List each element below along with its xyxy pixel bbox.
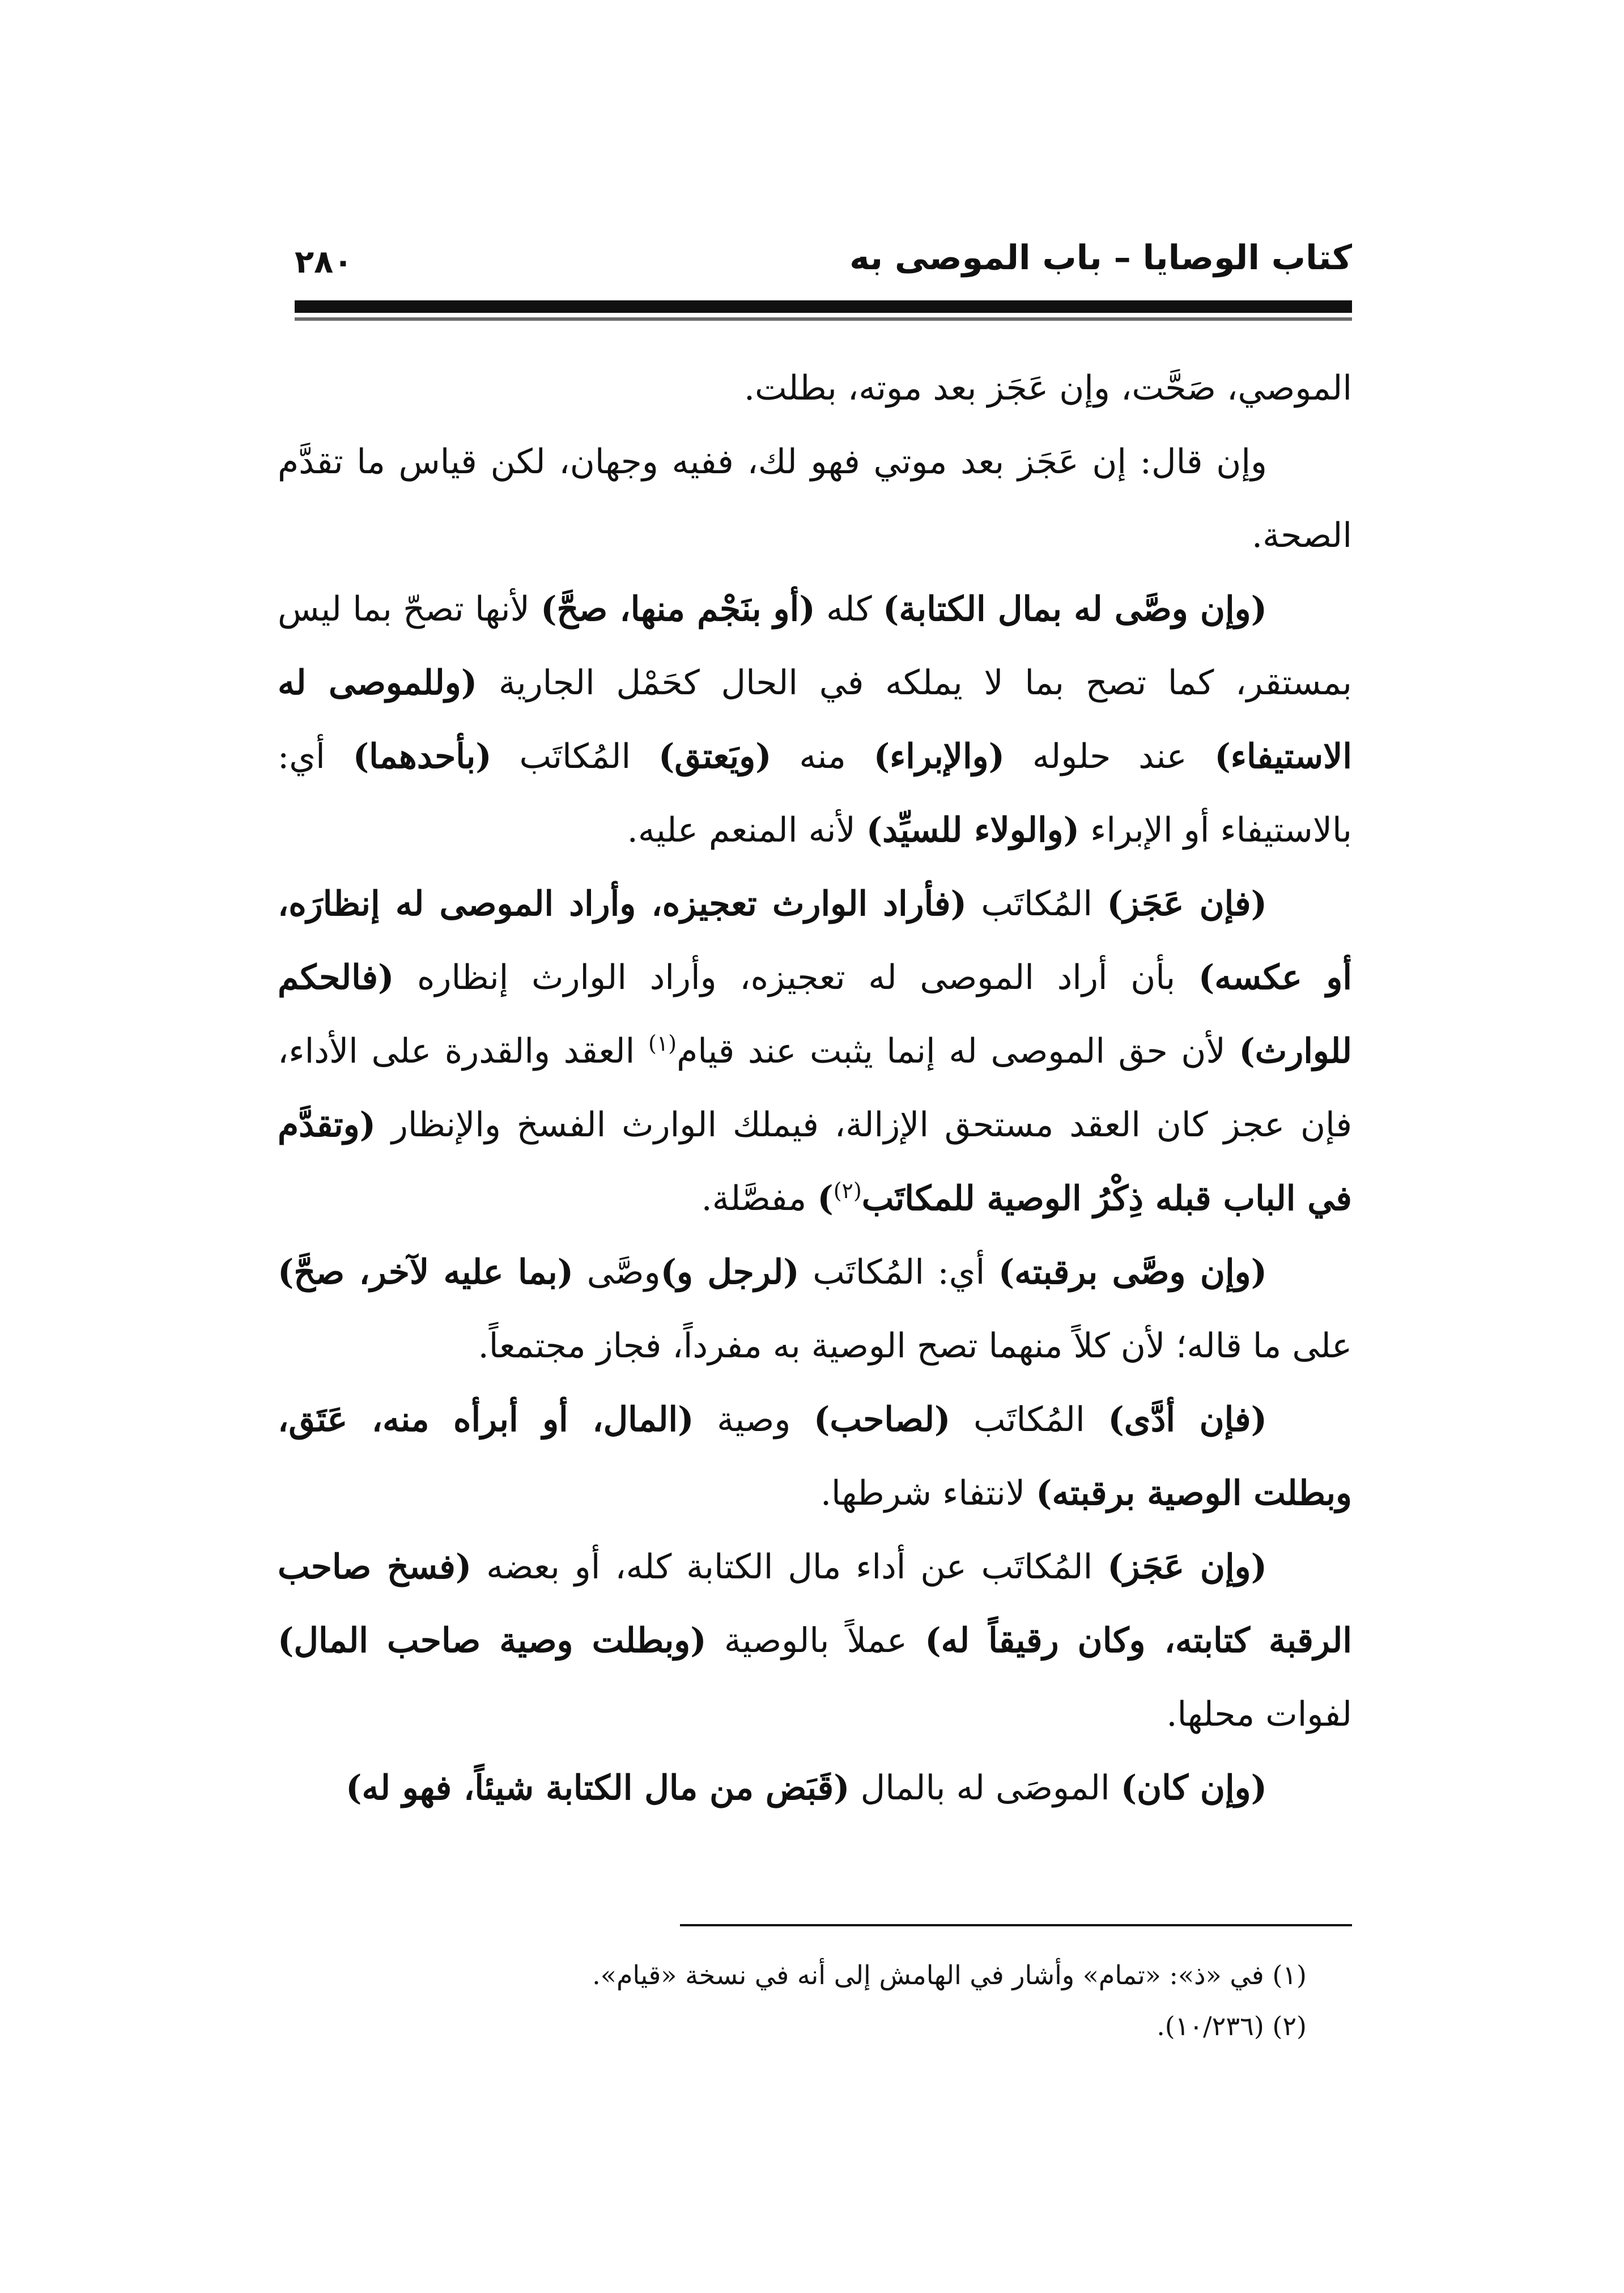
sharh-text: لأن حق الموصى له إنما يثبت عند قيام bbox=[677, 1031, 1239, 1071]
matn-text: (فإن عَجَز) bbox=[1107, 884, 1267, 924]
running-header bbox=[295, 238, 1352, 289]
sharh-text: عملاً بالوصية bbox=[706, 1621, 925, 1661]
paragraph bbox=[278, 351, 1352, 425]
sharh-text: عند حلوله bbox=[1005, 737, 1215, 776]
sharh-text: وصية bbox=[694, 1400, 814, 1440]
sharh-text: كله bbox=[815, 589, 883, 629]
matn-text: (فالحكم للوارث) bbox=[278, 958, 1353, 1071]
footnote-1: (١) في «ذ»: «تمام» وأشار في الهامش إلى أنه في نسخة «قيام». bbox=[592, 1960, 1307, 1990]
paragraph bbox=[278, 1383, 1352, 1530]
matn-text: (وتقدَّم في الباب قبله ذِكْرُ الوصية للمكاتَب bbox=[278, 1105, 1352, 1218]
sharh-text: منه bbox=[771, 737, 874, 776]
matn-text: (والإبراء) bbox=[873, 737, 1005, 776]
matn-text: (فأراد الوارث تعجيزه، وأراد الموصى له إنظارَه، أو عكسه) bbox=[278, 884, 1352, 997]
header-title: كتاب الوصايا – باب الموصى به bbox=[849, 238, 1352, 278]
paragraph bbox=[278, 867, 1352, 1235]
sharh-text: وصَّى bbox=[573, 1252, 661, 1292]
paragraph bbox=[278, 572, 1352, 867]
matn-text: (وإن وصَّى له بمال الكتابة) bbox=[882, 589, 1267, 629]
paragraph bbox=[278, 1530, 1352, 1751]
matn-text: (والولاء للسيِّد) bbox=[866, 810, 1080, 850]
paragraph bbox=[278, 1751, 1352, 1825]
paragraph bbox=[278, 1235, 1352, 1383]
sharh-text: مفصَّلة. bbox=[701, 1179, 818, 1218]
matn-text: (أو بنَجْم منها، صحَّ) bbox=[541, 589, 815, 629]
footnotes bbox=[278, 1950, 1307, 2052]
matn-text: (وإن كان) bbox=[1120, 1768, 1267, 1808]
sharh-text: المُكاتَب bbox=[950, 1400, 1108, 1440]
matn-text: (فسخ صاحب الرقبة كتابته، وكان رقيقاً له) bbox=[278, 1547, 1352, 1661]
matn-text: (فإن أدَّى) bbox=[1108, 1400, 1267, 1440]
matn-text: (المال، أو أبرأه منه، عَتَق، وبطلت الوصية برقبته) bbox=[278, 1400, 1352, 1513]
sharh-text: المُكاتَب عن أداء مال الكتابة كله، أو بعضه bbox=[471, 1547, 1108, 1587]
sharh-text: الموصَى له بالمال bbox=[849, 1768, 1121, 1808]
sharh-text: وإن قال: إن عَجَز بعد موتي فهو لك، ففيه وجهان، لكن قياس ما تقدَّم الصحة. bbox=[278, 442, 1352, 555]
body-text bbox=[278, 351, 1352, 1825]
sharh-text: أي: بالاستيفاء أو الإبراء bbox=[278, 737, 1352, 850]
sharh-text: لأنها تصحّ بما ليس بمستقر، كما تصح بما لا يملكه في الحال كحَمْل الجارية bbox=[278, 589, 1352, 703]
sharh-text: لفوات محلها. bbox=[1166, 1695, 1352, 1734]
header-rule-thin bbox=[295, 317, 1352, 321]
sharh-text: أي: المُكاتَب bbox=[799, 1252, 998, 1292]
footnote-rule bbox=[680, 1924, 1352, 1926]
sharh-text: لانتفاء شرطها. bbox=[820, 1474, 1036, 1513]
sharh-text: لأنه المنعم عليه. bbox=[627, 810, 866, 850]
sharh-text: المُكاتَب bbox=[966, 884, 1107, 924]
matn-text: (ويَعتق) bbox=[658, 737, 772, 776]
sharh-text: العقد والقدرة على الأداء، فإن عجز كان العقد مستحق الإزالة، فيملك الوارث الفسخ والإنظار bbox=[278, 1031, 1352, 1145]
sharh-text: بأن أراد الموصى له تعجيزه، وأراد الوارث إنظاره bbox=[394, 958, 1198, 997]
sharh-text: الموصي، صَحَّت، وإن عَجَز بعد موته، بطلت. bbox=[744, 368, 1352, 408]
matn-text: (قَبَض من مال الكتابة شيئاً، فهو له) bbox=[346, 1768, 850, 1808]
page-number: ٢٨٠ bbox=[295, 244, 353, 281]
matn-text: (وإن عَجَز) bbox=[1107, 1547, 1267, 1587]
matn-text: (وللموصى له الاستيفاء) bbox=[278, 663, 1352, 776]
sharh-text: المُكاتَب bbox=[491, 737, 659, 776]
matn-text: (بما عليه لآخر، صحَّ) bbox=[278, 1252, 574, 1292]
matn-text: (لرجل و) bbox=[660, 1252, 800, 1292]
footnote-marker: (٢) bbox=[833, 1178, 862, 1203]
footnote-marker: (١) bbox=[648, 1031, 677, 1056]
matn-text: (وبطلت وصية صاحب المال) bbox=[278, 1621, 707, 1661]
matn-text: (وإن وصَّى برقبته) bbox=[998, 1252, 1268, 1292]
matn-text: (لصاحب) bbox=[813, 1400, 951, 1440]
header-rule bbox=[295, 300, 1352, 313]
paragraph bbox=[278, 425, 1352, 572]
matn-text: ) bbox=[817, 1179, 834, 1218]
footnote-2: (٢) (١٠/٢٣٦). bbox=[1157, 2011, 1307, 2041]
matn-text: (بأحدهما) bbox=[352, 737, 492, 776]
sharh-text: على ما قاله؛ لأن كلاً منهما تصح الوصية به مفرداً، فجاز مجتمعاً. bbox=[478, 1326, 1352, 1366]
